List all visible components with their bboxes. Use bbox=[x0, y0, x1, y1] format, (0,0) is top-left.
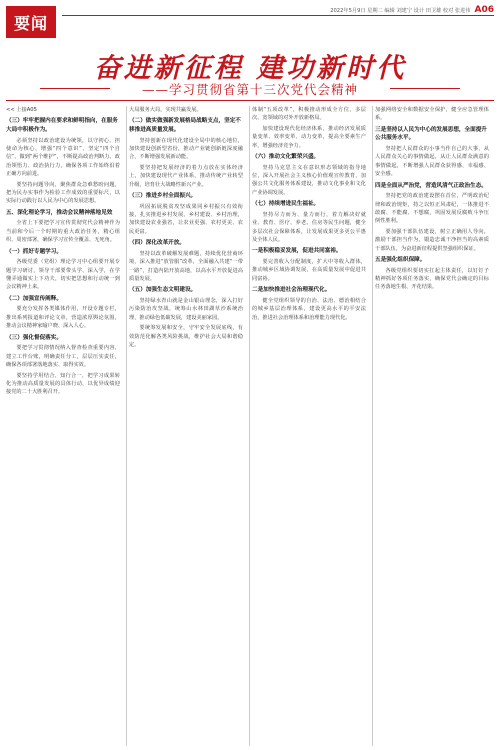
paragraph: 坚持把人民群众的小事当作自己的大事，从人民群众关心的事情做起，从让人民群众满意的事情做起，不断增强人民群众获得感、幸福感、安全感。 bbox=[375, 146, 489, 178]
article-column-1 bbox=[6, 106, 120, 746]
issue-meta: 2022年5月9日 星期二 编辑 刘建宁 设计 田卫雄 校对 张进伟 bbox=[330, 8, 471, 14]
page-meta bbox=[300, 5, 494, 15]
paragraph: 坚持绿水青山就是金山银山理念，深入打好污染防治攻坚战，统筹山水林田湖草沙系统治理，推动绿色低碳发展，建设美丽家园。 bbox=[129, 298, 243, 321]
article-column-3 bbox=[252, 106, 366, 746]
section-heading: 二是加快推进社会治理现代化。 bbox=[252, 287, 331, 294]
paragraph: 坚持以改革破解发展难题，持续优化营商环境，深入推进“放管服”改革，全面融入共建“一带一路”，打造内陆开放高地，以高水平开放促进高质量发展。 bbox=[129, 250, 243, 283]
section-heading: （三）牢牢把握内在要求和鲜明指向，在服务大局中积极作为。 bbox=[6, 118, 118, 133]
section-heading: 五是强化组织保障。 bbox=[375, 257, 426, 264]
banner-title: 奋进新征程 建功新时代 bbox=[93, 53, 407, 84]
section-heading: （三）推进乡村全面振兴。 bbox=[129, 193, 197, 200]
section-heading: （二）加强宣传阐释。 bbox=[6, 295, 62, 302]
paragraph: 坚持把党的政治建设摆在首位，严明政治纪律和政治规矩，持之以恒正风肃纪，一体推进不敢腐、不能腐、不想腐，巩固发展反腐败斗争压倒性胜利。 bbox=[375, 193, 489, 225]
section-heading: （二）做实做强新发展格局战略支点，坚定不移推进高质量发展。 bbox=[129, 118, 241, 133]
section-heading: 三是坚持以人民为中心的发展思想，全面提升公共服务水平。 bbox=[375, 126, 487, 142]
continuation-note: 大局服务大局，实现共赢发展。 bbox=[129, 107, 202, 113]
paragraph: 要加强干部队伍建设，树立正确用人导向，激励干部担当作为，锻造忠诚干净担当的高素质干部队伍，为奋进新征程提供坚强组织保证。 bbox=[375, 228, 489, 252]
article-column-2 bbox=[129, 106, 243, 746]
paragraph: 要统筹发展和安全，守牢安全发展底线，有效防范化解各类风险挑战，维护社会大局和谐稳定。 bbox=[129, 325, 243, 349]
continuation-note: 加强网络安全和数据安全保护，健全应急管理体系。 bbox=[375, 107, 489, 122]
page-header bbox=[0, 0, 500, 44]
article-body bbox=[6, 106, 494, 746]
section-heading: （七）持续增进民生福祉。 bbox=[252, 201, 320, 208]
paragraph: 巩固拓展脱贫攻坚成果同乡村振兴有效衔接，扎实推进乡村发展、乡村建设、乡村治理，加快建设农业强省，让农业更强、农村更美、农民更富。 bbox=[129, 203, 243, 235]
paragraph: 要完善收入分配制度，扩大中等收入群体，推动城乡区域协调发展，在高质量发展中促进共同富裕。 bbox=[252, 259, 366, 282]
section-heading: 五、深化理论学习，推动会议精神落地见效 bbox=[6, 209, 113, 216]
section-heading: （一）抓好专题学习。 bbox=[6, 248, 62, 255]
paragraph: 必须坚持以政治建设为统领，以守初心、担使命为核心，增强“四个意识”、坚定“四个自信”、做到“两个维护”，不断提高政治判断力、政治领悟力、政治执行力，确保各项工作始终沿着正确方向前进。 bbox=[6, 137, 120, 178]
paragraph: 健全党组织领导的自治、法治、德治相结合的城乡基层治理体系，建设更高水平的平安法治，推进社会治理体系和治理能力现代化。 bbox=[252, 297, 366, 321]
header-rule bbox=[62, 15, 494, 16]
paragraph: 各级党委（党组）理论学习中心组要开展专题学习研讨，领导干部要带头学、深入学，在学懂弄通做实上下功夫，切实把思想和行动统一到会议精神上来。 bbox=[6, 259, 120, 291]
paragraph: 坚持创新在现代化建设全局中的核心地位，加快建设创新型省份，推动产业链创新链深度融合，不断增强发展新动能。 bbox=[129, 137, 243, 161]
paragraph: 要坚持学用结合、知行合一，把学习成果转化为推动高质量发展的具体行动，以优异成绩迎接党的二十大胜利召开。 bbox=[6, 372, 120, 396]
paragraph: 坚持马克思主义在意识形态领域的指导地位，深入开展社会主义核心价值观宣传教育，加强公共文化服务体系建设，推动文化事业和文化产业协调发展。 bbox=[252, 164, 366, 196]
continuation-note: 体制“五项改革”，积极推动形成全方位、多层次、宽领域的对外开放新格局。 bbox=[252, 107, 366, 122]
title-banner bbox=[0, 44, 500, 102]
section-label: 要闻 bbox=[6, 6, 56, 38]
paragraph: 要把学习贯彻情况纳入督查检查重要内容，建立工作台账，明确责任分工，层层压实责任，确保各项部署落地落实、取得实效。 bbox=[6, 345, 120, 369]
banner-subtitle: ——学习贯彻省第十三次党代会精神 bbox=[60, 80, 440, 98]
section-heading: （三）强化督促落实。 bbox=[6, 334, 62, 341]
banner-rule bbox=[6, 100, 494, 101]
paragraph: 各级党组织要切实扛起主体责任，以钉钉子精神抓好各项任务落实，确保党代会确定的目标任务落地生根、开花结果。 bbox=[375, 267, 489, 291]
section-heading: （五）加强生态文明建设。 bbox=[129, 287, 197, 294]
paragraph: 加快建设现代化经济体系，推动经济发展质量变革、效率变革、动力变革，提高全要素生产率，增强经济竞争力。 bbox=[252, 125, 366, 149]
paragraph: 全省上下要把学习宣传贯彻党代会精神作为当前和今后一个时期的重大政治任务，精心组织、周密部署，确保学习宣传全覆盖、无死角。 bbox=[6, 220, 120, 244]
article-column-4 bbox=[375, 106, 489, 746]
section-heading: 一是积极稳妥发展，促进共同富裕。 bbox=[252, 248, 342, 255]
paragraph: 要坚持把发展经济的着力点放在实体经济上，加快建设现代产业体系，推动传统产业转型升级，培育壮大战略性新兴产业。 bbox=[129, 164, 243, 188]
paragraph: 要坚持问题导向，聚焦群众急难愁盼问题，把为民办实事作为检验工作成效的重要标尺，以实际行动践行以人民为中心的发展思想。 bbox=[6, 181, 120, 205]
page-number: A06 bbox=[474, 5, 494, 15]
paragraph: 要充分发挥各类媒体作用，开设专题专栏，推出系列报道和评论文章，营造浓厚舆论氛围，推动会议精神家喻户晓、深入人心。 bbox=[6, 306, 120, 330]
continuation-note: << 上接A05 bbox=[6, 107, 37, 113]
paragraph: 坚持尽力而为、量力而行，着力解决好就业、教育、医疗、养老、住房等民生问题，健全多层次社会保障体系，让发展成果更多更公平惠及全体人民。 bbox=[252, 211, 366, 244]
section-heading: 四是全面从严治党，营造风清气正政治生态。 bbox=[375, 182, 487, 189]
section-heading: （四）深化改革开放。 bbox=[129, 240, 185, 247]
section-heading: （六）推动文化繁荣兴盛。 bbox=[252, 154, 320, 161]
